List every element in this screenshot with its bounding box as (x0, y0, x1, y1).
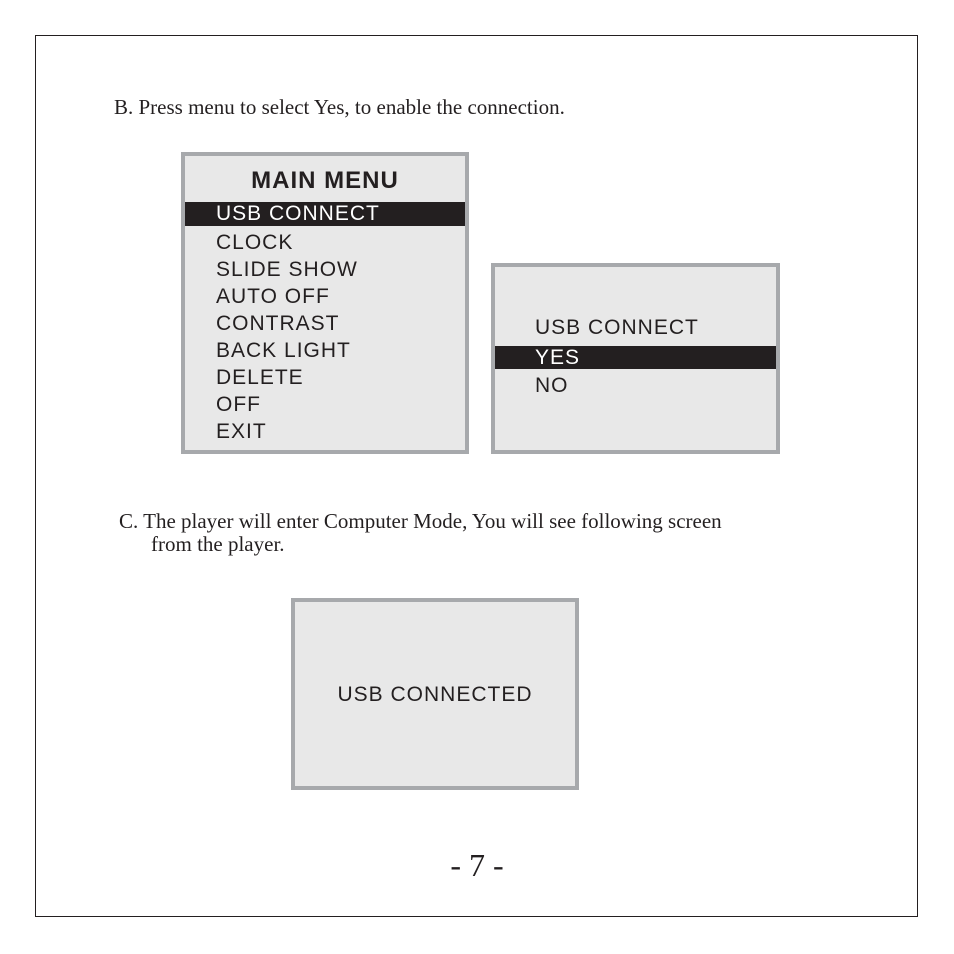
usb-connected-text: USB CONNECTED (337, 683, 533, 706)
menu-item-exit[interactable]: EXIT (216, 420, 267, 443)
menu-item-slide-show[interactable]: SLIDE SHOW (216, 258, 358, 281)
usb-dialog-title: USB CONNECT (535, 316, 699, 339)
menu-item-delete[interactable]: DELETE (216, 366, 304, 389)
main-menu-screen (181, 152, 469, 454)
menu-item-auto-off[interactable]: AUTO OFF (216, 285, 330, 308)
menu-item-usb-connect[interactable]: USB CONNECT (185, 202, 465, 226)
menu-item-off[interactable]: OFF (216, 393, 261, 416)
usb-option-list (495, 346, 776, 399)
usb-connected-screen (291, 598, 579, 790)
step-b-instruction: B. Press menu to select Yes, to enable the connection. (114, 95, 565, 119)
menu-item-clock[interactable]: CLOCK (216, 231, 294, 254)
main-menu-list (185, 202, 465, 445)
step-c-line-2: from the player. (151, 532, 285, 556)
step-c-line-1: C. The player will enter Computer Mode, You will see following screen (119, 509, 722, 533)
menu-item-back-light[interactable]: BACK LIGHT (216, 339, 351, 362)
option-no[interactable]: NO (535, 374, 569, 397)
usb-connect-dialog (491, 263, 780, 454)
main-menu-title: MAIN MENU (251, 167, 399, 194)
menu-item-contrast[interactable]: CONTRAST (216, 312, 340, 335)
page-number: - 7 - (450, 847, 504, 883)
step-c-instruction (119, 510, 859, 556)
option-yes[interactable]: YES (495, 346, 776, 369)
